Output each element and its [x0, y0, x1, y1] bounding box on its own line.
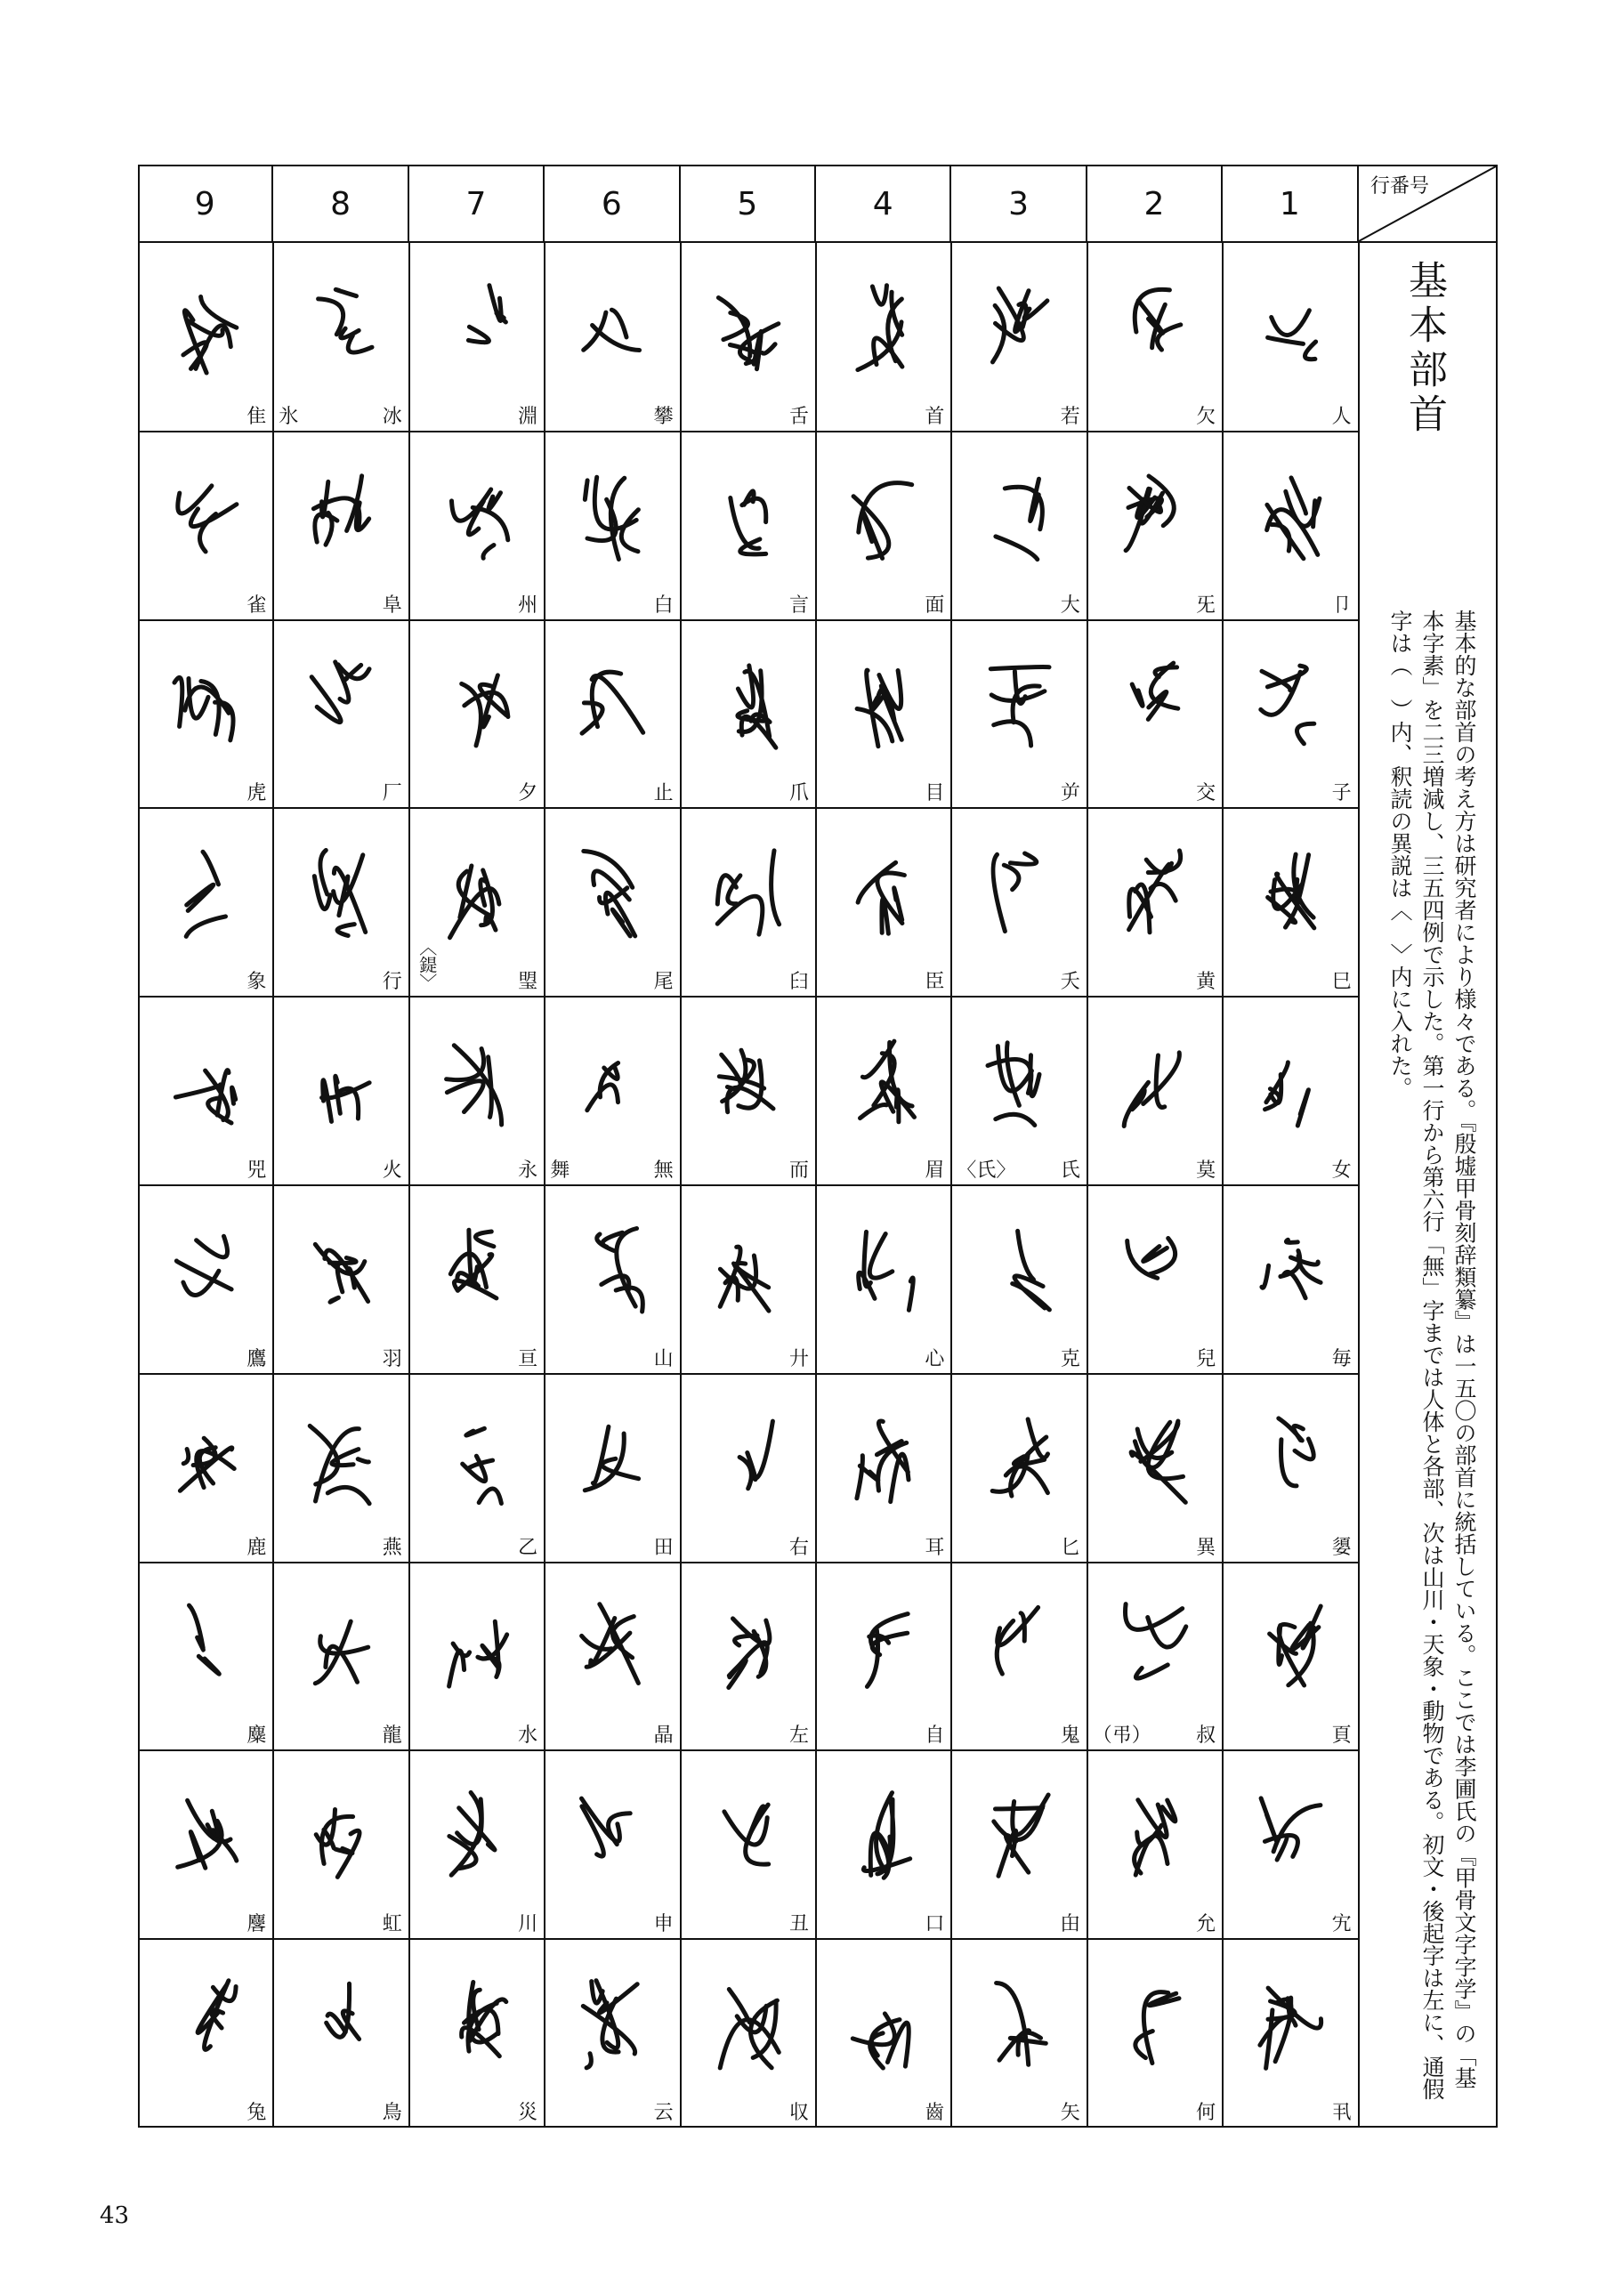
section-description: 基本的な部首の考え方は研究者により様々である。『殷墟甲骨刻辞類纂』は一五〇の部首に統括している。ここでは李圃氏の『甲骨文字字学』の「基本字素」を二三増減し、三五四例で示した。第一行から第六行「無」字までは人体と各部、次は山川・天象・動物である。初文・後起字は左に、通假字は（ ）内、釈読の異説は〈 〉内に入れた。: [1387, 610, 1477, 2100]
character-label: 目: [925, 782, 945, 805]
oracle-bone-glyph-icon: [1087, 1374, 1223, 1534]
character-cell: [545, 1374, 680, 1563]
oracle-bone-glyph-icon: [273, 1939, 408, 2099]
oracle-bone-glyph-icon: [1223, 432, 1358, 592]
column-header: 9: [138, 165, 273, 243]
oracle-bone-glyph-icon: [681, 1374, 816, 1534]
oracle-bone-glyph-icon: [138, 432, 273, 592]
oracle-bone-glyph-icon: [273, 1750, 408, 1910]
character-cell: [1087, 620, 1223, 809]
character-label: 欠: [1196, 405, 1216, 428]
oracle-bone-glyph-icon: [138, 997, 273, 1157]
alternate-form-label: 〈氏〉: [957, 1159, 1016, 1182]
character-label: 子: [1331, 782, 1352, 805]
oracle-bone-glyph-icon: [545, 997, 680, 1157]
oracle-bone-glyph-icon: [138, 1939, 273, 2099]
character-cell: [1087, 1750, 1223, 1939]
oracle-bone-glyph-icon: [1223, 243, 1358, 403]
oracle-bone-glyph-icon: [138, 1563, 273, 1723]
row-divider: [138, 807, 1359, 809]
character-cell: [409, 1374, 545, 1563]
character-cell: [138, 1563, 273, 1751]
character-label: 夕: [518, 782, 538, 805]
oracle-bone-glyph-icon: [681, 1750, 816, 1910]
character-label: 自: [925, 1725, 945, 1748]
oracle-bone-glyph-icon: [273, 432, 408, 592]
character-cell: [681, 1563, 816, 1751]
oracle-bone-glyph-icon: [409, 1374, 545, 1534]
character-cell: [816, 808, 951, 997]
character-label: 止: [653, 782, 674, 805]
oracle-bone-glyph-icon: [816, 432, 951, 592]
oracle-bone-glyph-icon: [1223, 620, 1358, 780]
character-label: 心: [925, 1347, 945, 1370]
oracle-bone-glyph-icon: [409, 1939, 545, 2099]
character-cell: [951, 808, 1087, 997]
character-cell: [1223, 432, 1358, 620]
character-cell: [409, 997, 545, 1185]
oracle-bone-glyph-icon: [409, 997, 545, 1157]
character-cell: [273, 432, 408, 620]
character-cell: [1223, 1939, 1358, 2128]
page-number: 43: [100, 2202, 130, 2229]
character-cell: [1087, 808, 1223, 997]
character-label: 羽: [382, 1347, 402, 1370]
character-cell: [409, 432, 545, 620]
row-divider: [138, 1749, 1359, 1751]
character-label: 琞: [518, 971, 538, 994]
oracle-bone-glyph-icon: [681, 243, 816, 403]
oracle-bone-glyph-icon: [1087, 432, 1223, 592]
character-label: 黄: [1196, 971, 1216, 994]
oracle-bone-glyph-icon: [138, 1185, 273, 1345]
character-cell: [681, 243, 816, 432]
character-cell: [1087, 1939, 1223, 2128]
character-cell: [951, 432, 1087, 620]
character-label: 火: [382, 1159, 402, 1182]
character-cell: [409, 243, 545, 432]
character-label: 矢: [1060, 2101, 1080, 2124]
character-label: 虹: [382, 1913, 402, 1936]
character-label: 氏: [1060, 1159, 1080, 1182]
character-cell: [138, 620, 273, 809]
character-cell: [1087, 1563, 1223, 1751]
character-cell: [1087, 997, 1223, 1185]
alternate-form-label: 〈鍉〉: [416, 938, 438, 992]
oracle-bone-glyph-icon: [951, 1750, 1087, 1910]
character-label: 燕: [382, 1536, 402, 1559]
oracle-bone-glyph-icon: [816, 997, 951, 1157]
oracle-bone-glyph-icon: [545, 620, 680, 780]
character-cell: [545, 808, 680, 997]
character-label: 麐: [246, 1913, 267, 1936]
oracle-bone-glyph-icon: [1087, 243, 1223, 403]
character-label: 行: [382, 971, 402, 994]
oracle-bone-glyph-icon: [681, 997, 816, 1157]
character-label: 叔: [1196, 1725, 1216, 1748]
character-label: 丑: [788, 1913, 809, 1936]
character-cell: [409, 1750, 545, 1939]
oracle-bone-glyph-icon: [273, 1374, 408, 1534]
character-cell: [1087, 243, 1223, 432]
oracle-bone-glyph-icon: [1087, 1939, 1223, 2099]
oracle-bone-glyph-icon: [816, 1374, 951, 1534]
column-header: 3: [951, 165, 1087, 243]
character-label: 宄: [1331, 1913, 1352, 1936]
oracle-bone-glyph-icon: [681, 432, 816, 592]
oracle-bone-glyph-icon: [951, 620, 1087, 780]
character-label: 異: [1196, 1536, 1216, 1559]
character-cell: [816, 1185, 951, 1374]
character-label: 旡: [1196, 594, 1216, 617]
row-divider: [138, 1938, 1359, 1940]
character-cell: [545, 243, 680, 432]
character-label: 夭: [1060, 971, 1080, 994]
character-cell: [1087, 432, 1223, 620]
row-divider: [138, 1373, 1359, 1375]
character-cell: [409, 1939, 545, 2128]
column-header: 2: [1087, 165, 1223, 243]
oracle-bone-glyph-icon: [409, 243, 545, 403]
character-label: 亘: [518, 1347, 538, 1370]
character-label: 鳥: [382, 2101, 402, 2124]
character-label: 頁: [1331, 1725, 1352, 1748]
character-label: 乙: [518, 1536, 538, 1559]
character-cell: [681, 432, 816, 620]
oracle-bone-glyph-icon: [273, 620, 408, 780]
character-label: 晶: [653, 1725, 674, 1748]
oracle-bone-glyph-icon: [816, 808, 951, 968]
oracle-bone-glyph-icon: [409, 432, 545, 592]
character-label: 口: [925, 1913, 945, 1936]
character-label: 大: [1060, 594, 1080, 617]
oracle-bone-glyph-icon: [138, 243, 273, 403]
character-cell: [681, 620, 816, 809]
character-cell: [545, 1185, 680, 1374]
character-label: 爪: [788, 782, 809, 805]
oracle-bone-glyph-icon: [545, 1185, 680, 1345]
character-cell: [273, 1939, 408, 2128]
character-cell: [138, 1939, 273, 2128]
oracle-bone-glyph-icon: [681, 1939, 816, 2099]
character-cell: [1223, 1185, 1358, 1374]
character-label: 眉: [925, 1159, 945, 1182]
character-label: 無: [653, 1159, 674, 1182]
character-cell: [409, 1563, 545, 1751]
character-label: 尾: [653, 971, 674, 994]
column-header: 5: [681, 165, 816, 243]
oracle-bone-glyph-icon: [816, 1750, 951, 1910]
character-label: 鹿: [246, 1536, 267, 1559]
oracle-bone-glyph-icon: [1223, 1750, 1358, 1910]
character-label: 若: [1060, 405, 1080, 428]
character-cell: [1223, 243, 1358, 432]
character-cell: [1087, 1185, 1223, 1374]
character-label: 莫: [1196, 1159, 1216, 1182]
character-label: 廾: [788, 1347, 809, 1370]
character-label: 災: [518, 2101, 538, 2124]
character-cell: [681, 1374, 816, 1563]
character-label: 象: [246, 971, 267, 994]
character-cell: [816, 997, 951, 1185]
oracle-bone-glyph-icon: [681, 1563, 816, 1723]
column-header: 8: [273, 165, 408, 243]
character-label: 女: [1331, 1159, 1352, 1182]
oracle-bone-glyph-icon: [409, 1750, 545, 1910]
character-label: 毎: [1331, 1347, 1352, 1370]
character-cell: [816, 243, 951, 432]
character-cell: [1223, 1563, 1358, 1751]
row-divider: [138, 1184, 1359, 1186]
character-cell: [273, 808, 408, 997]
oracle-bone-glyph-icon: [681, 620, 816, 780]
column-header: 4: [816, 165, 951, 243]
oracle-bone-glyph-icon: [545, 432, 680, 592]
oracle-bone-glyph-icon: [1223, 808, 1358, 968]
character-cell: [816, 1750, 951, 1939]
character-cell: [409, 1185, 545, 1374]
character-cell: [951, 997, 1087, 1185]
oracle-bone-glyph-icon: [273, 1563, 408, 1723]
character-cell: [951, 1563, 1087, 1751]
character-label: 臣: [925, 971, 945, 994]
oracle-bone-glyph-icon: [816, 243, 951, 403]
character-cell: [681, 997, 816, 1185]
character-label: 卩: [1331, 594, 1352, 617]
oracle-bone-glyph-icon: [951, 243, 1087, 403]
oracle-bone-glyph-icon: [951, 808, 1087, 968]
character-label: 申: [653, 1913, 674, 1936]
character-cell: [273, 1750, 408, 1939]
character-cell: [951, 1185, 1087, 1374]
character-label: 州: [518, 594, 538, 617]
oracle-bone-glyph-icon: [273, 808, 408, 968]
character-label: 鷹: [246, 1347, 267, 1370]
character-label: 屰: [1060, 782, 1080, 805]
character-label: 面: [925, 594, 945, 617]
character-label: 白: [653, 594, 674, 617]
character-label: 田: [653, 1536, 674, 1559]
oracle-bone-glyph-icon: [816, 1185, 951, 1345]
oracle-bone-glyph-icon: [138, 620, 273, 780]
oracle-bone-glyph-icon: [951, 997, 1087, 1157]
character-label: 阜: [382, 594, 402, 617]
oracle-bone-glyph-icon: [545, 1750, 680, 1910]
character-label: 虎: [246, 782, 267, 805]
character-cell: [951, 1939, 1087, 2128]
oracle-bone-glyph-icon: [681, 1185, 816, 1345]
oracle-bone-glyph-icon: [951, 1374, 1087, 1534]
oracle-bone-glyph-icon: [1223, 1185, 1358, 1345]
oracle-bone-glyph-icon: [138, 1750, 273, 1910]
character-label: 丮: [1331, 2101, 1352, 2124]
oracle-bone-glyph-icon: [1223, 997, 1358, 1157]
character-label: 何: [1196, 2101, 1216, 2124]
character-label: 𦥑: [788, 971, 809, 994]
character-label: 冰: [382, 405, 402, 428]
character-cell: [545, 1750, 680, 1939]
alternate-form-label: 舞: [550, 1159, 570, 1182]
oracle-bone-glyph-icon: [1087, 1185, 1223, 1345]
character-label: 隹: [246, 405, 267, 428]
oracle-bone-glyph-icon: [951, 1939, 1087, 2099]
character-label: 兔: [246, 2101, 267, 2124]
character-cell: [1087, 1374, 1223, 1563]
character-cell: [409, 620, 545, 809]
character-cell: [409, 808, 545, 997]
character-cell: [138, 432, 273, 620]
character-cell: [816, 620, 951, 809]
character-cell: [1223, 1750, 1358, 1939]
character-label: 齒: [925, 2101, 945, 2124]
character-cell: [1223, 808, 1358, 997]
oracle-bone-glyph-icon: [681, 808, 816, 968]
character-label: 交: [1196, 782, 1216, 805]
character-cell: [138, 808, 273, 997]
row-divider: [138, 996, 1359, 998]
character-label: 克: [1060, 1347, 1080, 1370]
oracle-bone-glyph-icon: [951, 1563, 1087, 1723]
oracle-bone-glyph-icon: [545, 1939, 680, 2099]
character-cell: [138, 1374, 273, 1563]
character-label: 麋: [246, 1725, 267, 1748]
oracle-bone-glyph-icon: [816, 620, 951, 780]
character-cell: [138, 1750, 273, 1939]
character-cell: [681, 1185, 816, 1374]
character-label: 云: [653, 2101, 674, 2124]
character-label: 淵: [518, 405, 538, 428]
column-header: 1: [1223, 165, 1358, 243]
oracle-bone-glyph-icon: [816, 1563, 951, 1723]
character-cell: [816, 1939, 951, 2128]
oracle-bone-glyph-icon: [1223, 1563, 1358, 1723]
character-cell: [816, 1563, 951, 1751]
character-label: 左: [788, 1725, 809, 1748]
character-label: 舌: [788, 405, 809, 428]
character-label: 匕: [1060, 1536, 1080, 1559]
character-label: 右: [788, 1536, 809, 1559]
character-label: 首: [925, 405, 945, 428]
row-number-label: 行番号: [1370, 175, 1430, 198]
oracle-bone-glyph-icon: [1223, 1939, 1358, 2099]
character-cell: [1223, 1374, 1358, 1563]
character-label: 永: [518, 1159, 538, 1182]
character-label: 甶: [1060, 1913, 1080, 1936]
character-label: 言: [788, 594, 809, 617]
character-cell: [545, 620, 680, 809]
character-label: 雀: [246, 594, 267, 617]
oracle-bone-glyph-icon: [1087, 1563, 1223, 1723]
oracle-bone-glyph-icon: [545, 808, 680, 968]
character-cell: [681, 808, 816, 997]
character-cell: [138, 1185, 273, 1374]
oracle-bone-glyph-icon: [273, 243, 408, 403]
alternate-form-label: （弔）: [1092, 1725, 1151, 1748]
character-label: 収: [788, 2101, 809, 2124]
character-label: 巳: [1331, 971, 1352, 994]
oracle-bone-glyph-icon: [545, 1563, 680, 1723]
character-cell: [273, 243, 408, 432]
character-cell: [545, 432, 680, 620]
oracle-bone-glyph-icon: [138, 808, 273, 968]
character-cell: [273, 1185, 408, 1374]
character-label: 而: [788, 1159, 809, 1182]
row-divider: [138, 619, 1359, 621]
character-cell: [816, 432, 951, 620]
character-cell: [681, 1939, 816, 2128]
character-cell: [816, 1374, 951, 1563]
character-label: 兒: [1196, 1347, 1216, 1370]
character-cell: [138, 997, 273, 1185]
oracle-bone-glyph-icon: [816, 1939, 951, 2099]
character-cell: [951, 1374, 1087, 1563]
character-label: 鬼: [1060, 1725, 1080, 1748]
oracle-bone-glyph-icon: [273, 1185, 408, 1345]
character-cell: [273, 1563, 408, 1751]
character-cell: [951, 620, 1087, 809]
oracle-bone-glyph-icon: [545, 243, 680, 403]
oracle-bone-glyph-icon: [1087, 620, 1223, 780]
oracle-bone-glyph-icon: [951, 1185, 1087, 1345]
oracle-bone-glyph-icon: [1087, 808, 1223, 968]
oracle-bone-glyph-icon: [1087, 1750, 1223, 1910]
character-label: 厂: [382, 782, 402, 805]
oracle-bone-glyph-icon: [273, 997, 408, 1157]
character-cell: [545, 1563, 680, 1751]
oracle-bone-glyph-icon: [545, 1374, 680, 1534]
character-cell: [273, 997, 408, 1185]
character-cell: [545, 997, 680, 1185]
oracle-bone-glyph-icon: [409, 1563, 545, 1723]
oracle-bone-glyph-icon: [138, 1374, 273, 1534]
character-cell: [138, 243, 273, 432]
oracle-bone-glyph-icon: [1223, 1374, 1358, 1534]
character-cell: [1223, 620, 1358, 809]
section-title: 基本部首: [1402, 260, 1447, 438]
oracle-bone-glyph-icon: [1087, 997, 1223, 1157]
alternate-form-label: 氷: [279, 405, 299, 428]
character-cell: [273, 620, 408, 809]
character-label: 耳: [925, 1536, 945, 1559]
oracle-bone-glyph-icon: [409, 620, 545, 780]
character-label: 攀: [653, 405, 674, 428]
character-label: 山: [653, 1347, 674, 1370]
character-label: 川: [518, 1913, 538, 1936]
character-cell: [545, 1939, 680, 2128]
character-label: 兕: [246, 1159, 267, 1182]
oracle-bone-glyph-icon: [409, 1185, 545, 1345]
character-label: 嬃: [1331, 1536, 1352, 1559]
character-cell: [951, 243, 1087, 432]
character-label: 水: [518, 1725, 538, 1748]
character-cell: [681, 1750, 816, 1939]
character-cell: [951, 1750, 1087, 1939]
character-label: 允: [1196, 1913, 1216, 1936]
character-cell: [1223, 997, 1358, 1185]
column-header: 6: [545, 165, 680, 243]
row-divider: [138, 1562, 1359, 1563]
character-label: 龍: [382, 1725, 402, 1748]
oracle-bone-glyph-icon: [951, 432, 1087, 592]
column-header: 7: [409, 165, 545, 243]
row-divider: [138, 431, 1359, 432]
character-label: 人: [1331, 405, 1352, 428]
character-cell: [273, 1374, 408, 1563]
